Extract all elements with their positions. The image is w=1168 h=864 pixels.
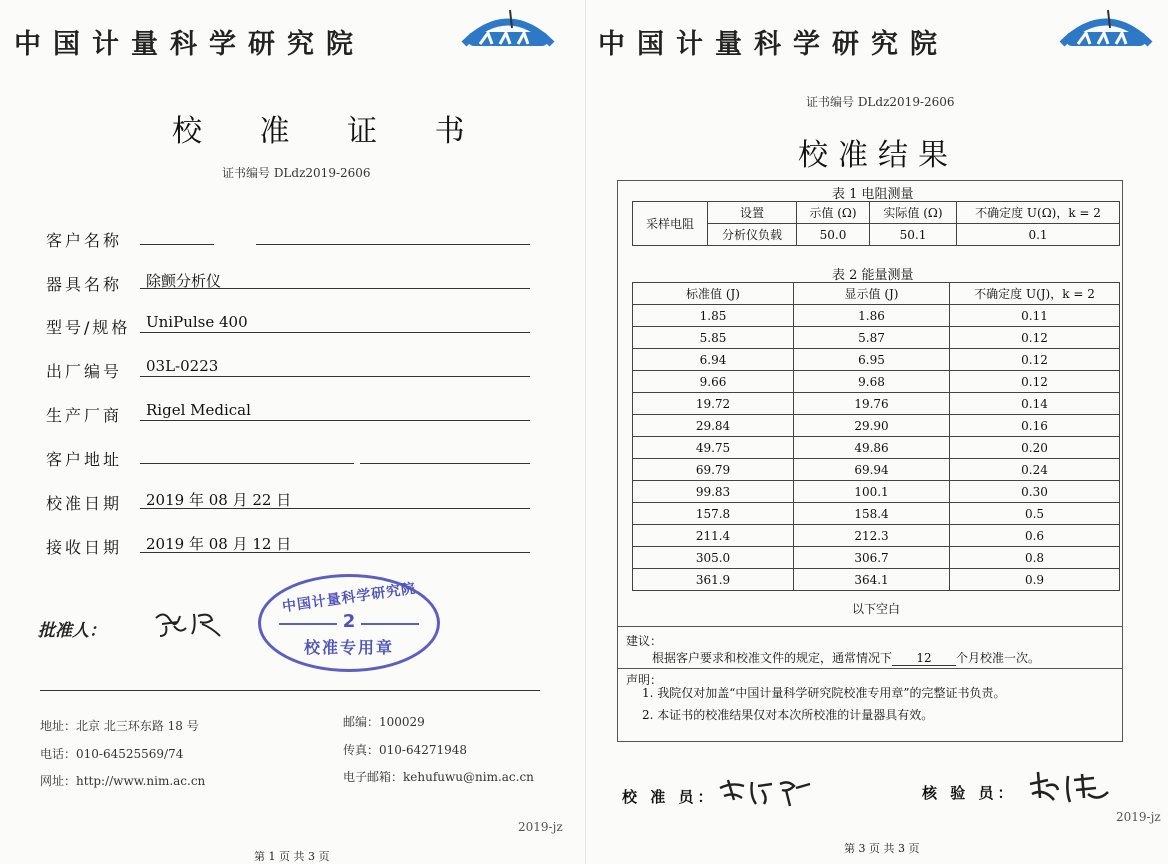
table2-caption: 表 2 能量测量 [832, 268, 914, 283]
cell: 分析仪负载 [708, 224, 797, 246]
table-cell: 0.9 [950, 569, 1120, 591]
field-label: 校准日期 [46, 494, 123, 513]
table-cell: 9.66 [633, 371, 794, 393]
section-divider [617, 626, 1123, 627]
table-cell: 19.76 [794, 393, 950, 415]
verifier-label: 核 验 员： [922, 784, 1017, 802]
field-label: 接收日期 [46, 538, 123, 557]
cell: 0.1 [957, 224, 1120, 246]
table-row [633, 371, 1120, 393]
table-row [633, 349, 1120, 371]
approver-signature [150, 606, 230, 640]
table-cell: 0.5 [950, 503, 1120, 525]
field-value: 2019 年 08 月 12 日 [146, 535, 292, 553]
table-cell: 6.95 [794, 349, 950, 371]
contact-postcode: 邮编：100029 [343, 715, 425, 729]
table-row [633, 547, 1120, 569]
table-cell: 0.8 [950, 547, 1120, 569]
table-cell: 5.85 [633, 327, 794, 349]
statement-1: 1. 我院仅对加盖“中国计量科学研究院校准专用章”的完整证书负责。 [642, 686, 1006, 700]
page-number: 第 3 页 共 3 页 [844, 842, 920, 855]
table-row [633, 327, 1120, 349]
field-label: 生产厂商 [46, 406, 123, 425]
contact-phone: 电话：010-64525569/74 [40, 747, 184, 761]
institute-header: 中国计量科学研究院 [14, 29, 365, 60]
table-cell: 157.8 [633, 503, 794, 525]
table-cell: 212.3 [794, 525, 950, 547]
table-cell: 211.4 [633, 525, 794, 547]
section-divider [617, 668, 1123, 669]
field-value: 03L-0223 [146, 357, 219, 375]
table-cell: 0.30 [950, 481, 1120, 503]
cell: 50.0 [797, 224, 870, 246]
certificate-title: 校 准 证 书 [172, 114, 489, 149]
seal-number: 2 [261, 611, 437, 632]
header-cell: 示值 (Ω) [797, 202, 870, 224]
table-row [633, 305, 1120, 327]
institute-header: 中国计量科学研究院 [598, 29, 949, 60]
contact-address: 地址：北京 北三环东路 18 号 [40, 719, 199, 733]
table-cell: 99.83 [633, 481, 794, 503]
calibrator-label: 校 准 员： [622, 788, 717, 806]
table-cell: 1.85 [633, 305, 794, 327]
energy-table [632, 282, 1120, 591]
advice-pre: 根据客户要求和校准文件的规定，通常情况下 [652, 651, 893, 665]
table-cell: 0.11 [950, 305, 1120, 327]
table-row [633, 525, 1120, 547]
table-cell: 49.86 [794, 437, 950, 459]
field-label: 出厂编号 [46, 362, 123, 381]
page-number: 第 1 页 共 3 页 [254, 850, 330, 863]
table-cell: 0.20 [950, 437, 1120, 459]
blank-note: 以下空白 [852, 602, 901, 616]
statement-label: 声明： [626, 673, 663, 687]
statement-2: 2. 本证书的校准结果仅对本次所校准的计量器具有效。 [642, 708, 934, 722]
field-line [140, 376, 530, 377]
advice-text [652, 649, 1040, 666]
resistance-table [632, 201, 1120, 246]
field-label: 客户地址 [46, 450, 123, 469]
table-cell: 0.6 [950, 525, 1120, 547]
header-cell: 设置 [708, 202, 797, 224]
field-value: 除颤分析仪 [146, 272, 222, 290]
table-cell: 5.87 [794, 327, 950, 349]
form-code: 2019-jz [1116, 810, 1161, 824]
table-cell: 49.75 [633, 437, 794, 459]
calibration-results-page [585, 0, 1168, 864]
table-cell: 19.72 [633, 393, 794, 415]
table-cell: 1.86 [794, 305, 950, 327]
advice-post: 个月校准一次。 [956, 651, 1041, 665]
calibration-seal [258, 574, 440, 672]
nim-logo-icon [1058, 6, 1154, 52]
field-line [140, 463, 354, 464]
table-row [633, 202, 1120, 224]
table-row [633, 415, 1120, 437]
table-cell: 29.90 [794, 415, 950, 437]
field-line [140, 332, 530, 333]
table-cell: 0.24 [950, 459, 1120, 481]
field-label: 客户名称 [46, 231, 123, 250]
nim-logo-icon [460, 6, 556, 52]
advice-label: 建议： [626, 634, 663, 648]
field-line [360, 463, 530, 464]
verifier-signature [1024, 768, 1114, 808]
header-cell: 不确定度 U(Ω)，k = 2 [957, 202, 1120, 224]
table-cell: 361.9 [633, 569, 794, 591]
certificate-number: 证书编号 DLdz2019-2606 [222, 166, 371, 180]
row-label: 采样电阻 [633, 202, 708, 246]
table-row [633, 393, 1120, 415]
header-cell: 不确定度 U(J)，k = 2 [950, 283, 1120, 305]
table-row [633, 283, 1120, 305]
table-row [633, 437, 1120, 459]
field-line [256, 244, 530, 245]
contact-website: 网址：http://www.nim.ac.cn [40, 774, 206, 788]
table-cell: 306.7 [794, 547, 950, 569]
table-cell: 158.4 [794, 503, 950, 525]
contact-fax: 传真：010-64271948 [343, 743, 468, 757]
table-row [633, 481, 1120, 503]
contact-divider [40, 690, 540, 691]
table-row [633, 569, 1120, 591]
certificate-number: 证书编号 DLdz2019-2606 [806, 95, 955, 109]
cell: 50.1 [870, 224, 957, 246]
form-code: 2019-jz [518, 820, 563, 834]
table-cell: 69.79 [633, 459, 794, 481]
field-value: UniPulse 400 [146, 313, 248, 331]
seal-top-text: 中国计量科学研究院 [281, 580, 418, 616]
table-cell: 0.12 [950, 349, 1120, 371]
table-cell: 0.12 [950, 327, 1120, 349]
header-cell: 标准值 (J) [633, 283, 794, 305]
approver-label: 批准人： [38, 621, 106, 641]
field-line [140, 244, 214, 245]
contact-email: 电子邮箱：kehufuwu@nim.ac.cn [343, 770, 534, 784]
field-label: 型号/规格 [46, 318, 131, 337]
field-value: 2019 年 08 月 22 日 [146, 491, 292, 509]
calibrator-signature [716, 774, 816, 810]
table-row [633, 459, 1120, 481]
results-title: 校准结果 [798, 138, 958, 173]
table-row [633, 503, 1120, 525]
seal-bottom-text: 校准专用章 [303, 638, 394, 657]
table-cell: 29.84 [633, 415, 794, 437]
table-cell: 0.14 [950, 393, 1120, 415]
header-cell: 显示值 (J) [794, 283, 950, 305]
table-cell: 0.16 [950, 415, 1120, 437]
table-cell: 305.0 [633, 547, 794, 569]
table-cell: 9.68 [794, 371, 950, 393]
table-cell: 0.12 [950, 371, 1120, 393]
table-cell: 6.94 [633, 349, 794, 371]
field-line [140, 420, 530, 421]
table-cell: 69.94 [794, 459, 950, 481]
table-cell: 100.1 [794, 481, 950, 503]
advice-months: 12 [892, 651, 956, 666]
header-cell: 实际值 (Ω) [870, 202, 957, 224]
field-label: 器具名称 [46, 275, 123, 294]
table-cell: 364.1 [794, 569, 950, 591]
table1-caption: 表 1 电阻测量 [832, 187, 914, 202]
field-value: Rigel Medical [146, 401, 251, 419]
